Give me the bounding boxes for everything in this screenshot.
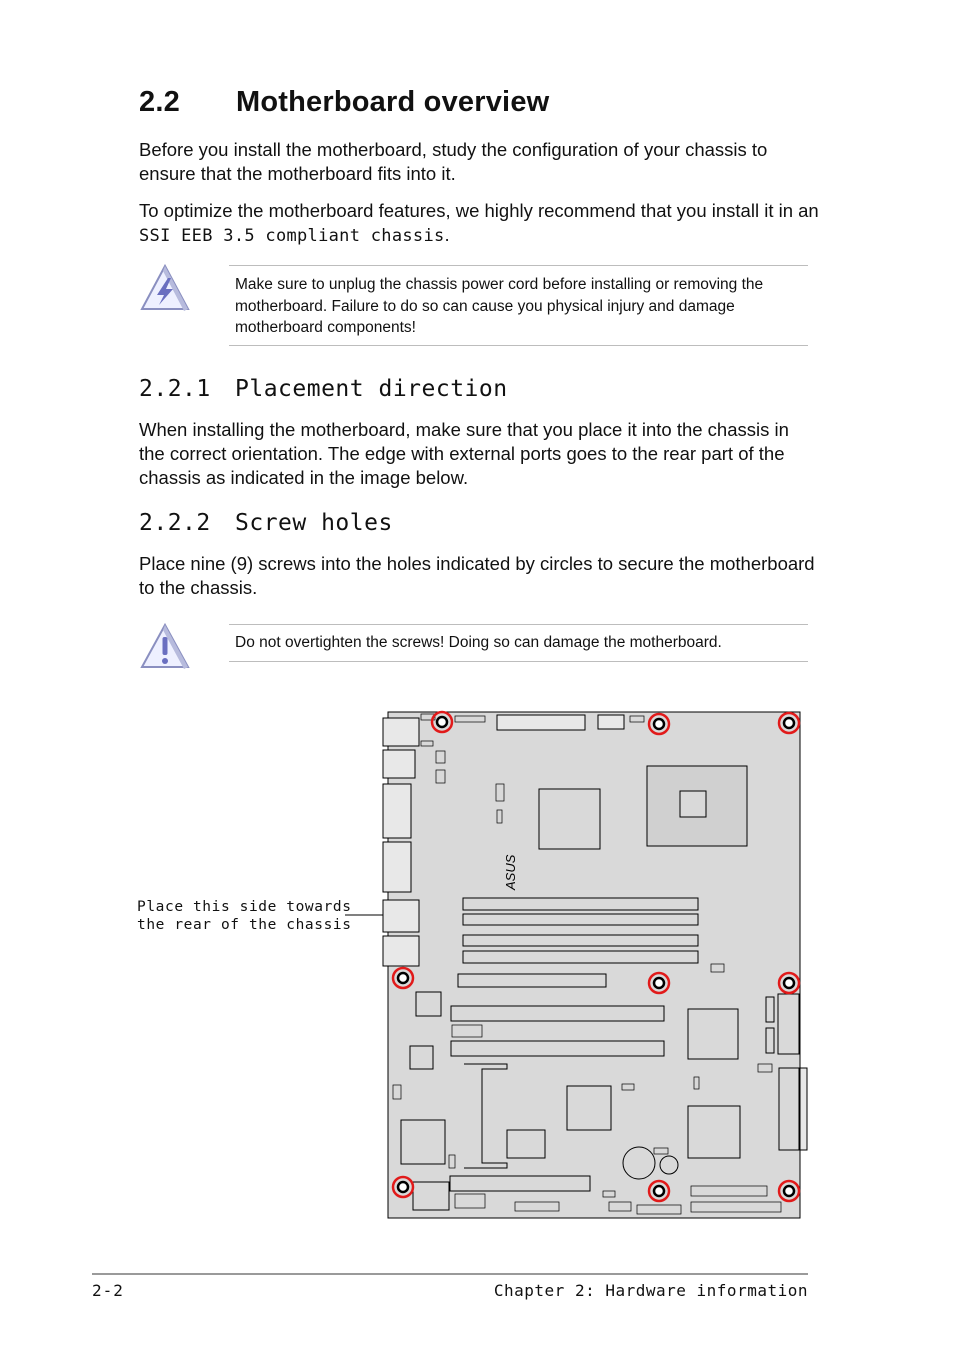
ide-connector bbox=[497, 715, 585, 730]
subsection-heading-screw-holes: 2.2.2 Screw holes bbox=[139, 510, 393, 536]
screw-hole-3 bbox=[784, 718, 794, 728]
usb-header bbox=[778, 994, 799, 1054]
subsection-heading-placement: 2.2.1 Placement direction bbox=[139, 376, 508, 402]
lightning-warning-icon bbox=[139, 262, 191, 314]
chassis-standard: SSI EEB 3.5 compliant chassis bbox=[139, 226, 445, 246]
power-connector-8pin bbox=[598, 715, 624, 729]
dimm-slot-1 bbox=[463, 898, 698, 910]
floppy-connector bbox=[450, 1176, 590, 1191]
cpu-socket-center bbox=[680, 791, 706, 817]
lan-port-1 bbox=[383, 900, 419, 932]
chip-small-3 bbox=[413, 1182, 449, 1210]
dimm-slot-3 bbox=[463, 935, 698, 946]
sata-port-2 bbox=[766, 1028, 774, 1053]
screw-hole-1 bbox=[437, 717, 447, 727]
power-pins bbox=[779, 1068, 799, 1150]
screw-hole-4 bbox=[398, 973, 408, 983]
lan-chip bbox=[401, 1120, 445, 1164]
atx-power-connector bbox=[800, 1068, 807, 1150]
buzzer bbox=[660, 1156, 678, 1174]
page-number: 2-2 bbox=[92, 1281, 124, 1300]
screw-hole-9 bbox=[784, 1186, 794, 1196]
rear-port-2 bbox=[383, 750, 415, 778]
vga-chip bbox=[688, 1106, 740, 1158]
motherboard-diagram bbox=[330, 700, 820, 1230]
pcie-slot bbox=[458, 974, 606, 987]
pci-slot-2 bbox=[451, 1041, 664, 1056]
screw-hole-5 bbox=[654, 978, 664, 988]
lan-port-2 bbox=[383, 936, 419, 966]
pci-slot-1 bbox=[451, 1006, 664, 1021]
dimm-slot-4 bbox=[463, 951, 698, 963]
caution-note bbox=[229, 624, 808, 662]
placement-paragraph: When installing the motherboard, make sure that you place it into the chassis in the correct orientation. The edge with external ports goes to the rear part of the chassis as indicated in the image below. bbox=[139, 419, 789, 488]
warning-text: Make sure to unplug the chassis power cord before installing or removing the motherboard. Failure to do so can cause you physical injury and damage motherboard components! bbox=[235, 276, 764, 336]
footer-rule bbox=[92, 1273, 808, 1275]
section-number: 2.2 bbox=[139, 86, 180, 118]
caution-text: Do not overtighten the screws! Doing so can damage the motherboard. bbox=[235, 634, 722, 651]
southbridge-chip bbox=[688, 1009, 738, 1059]
northbridge-chip bbox=[539, 789, 600, 849]
screw-hole-6 bbox=[784, 978, 794, 988]
chapter-title: Chapter 2: Hardware information bbox=[493, 1281, 808, 1300]
bios-chip bbox=[507, 1130, 545, 1158]
chip-small-2 bbox=[410, 1046, 433, 1069]
screw-holes-paragraph: Place nine (9) screws into the holes indicated by circles to secure the motherboard to the chassis. bbox=[139, 553, 815, 598]
cmos-battery bbox=[623, 1147, 655, 1179]
warning-note bbox=[229, 265, 808, 346]
page-title bbox=[139, 86, 549, 119]
asus-logo: ASUS bbox=[503, 854, 518, 890]
rear-side-label: Place this side towards the rear of the chassis bbox=[137, 899, 352, 933]
rear-port-1 bbox=[383, 718, 419, 746]
intro-paragraph-1: Before you install the motherboard, study the configuration of your chassis to ensure that the motherboard fits into it. bbox=[139, 139, 768, 184]
section-title: Motherboard overview bbox=[236, 86, 550, 118]
chip-small-1 bbox=[416, 992, 441, 1016]
serial-port bbox=[383, 784, 411, 838]
dimm-slot-2 bbox=[463, 914, 698, 925]
screw-hole-2 bbox=[654, 719, 664, 729]
io-chip bbox=[567, 1086, 611, 1130]
screw-hole-8 bbox=[654, 1186, 664, 1196]
exclamation-caution-icon bbox=[139, 622, 191, 672]
intro-paragraph-2: To optimize the motherboard features, we highly recommend that you install it in an SSI EEB 3.5 compliant chassis. bbox=[139, 200, 819, 246]
vga-port bbox=[383, 842, 411, 892]
sata-port-1 bbox=[766, 997, 774, 1022]
screw-hole-7 bbox=[398, 1182, 408, 1192]
